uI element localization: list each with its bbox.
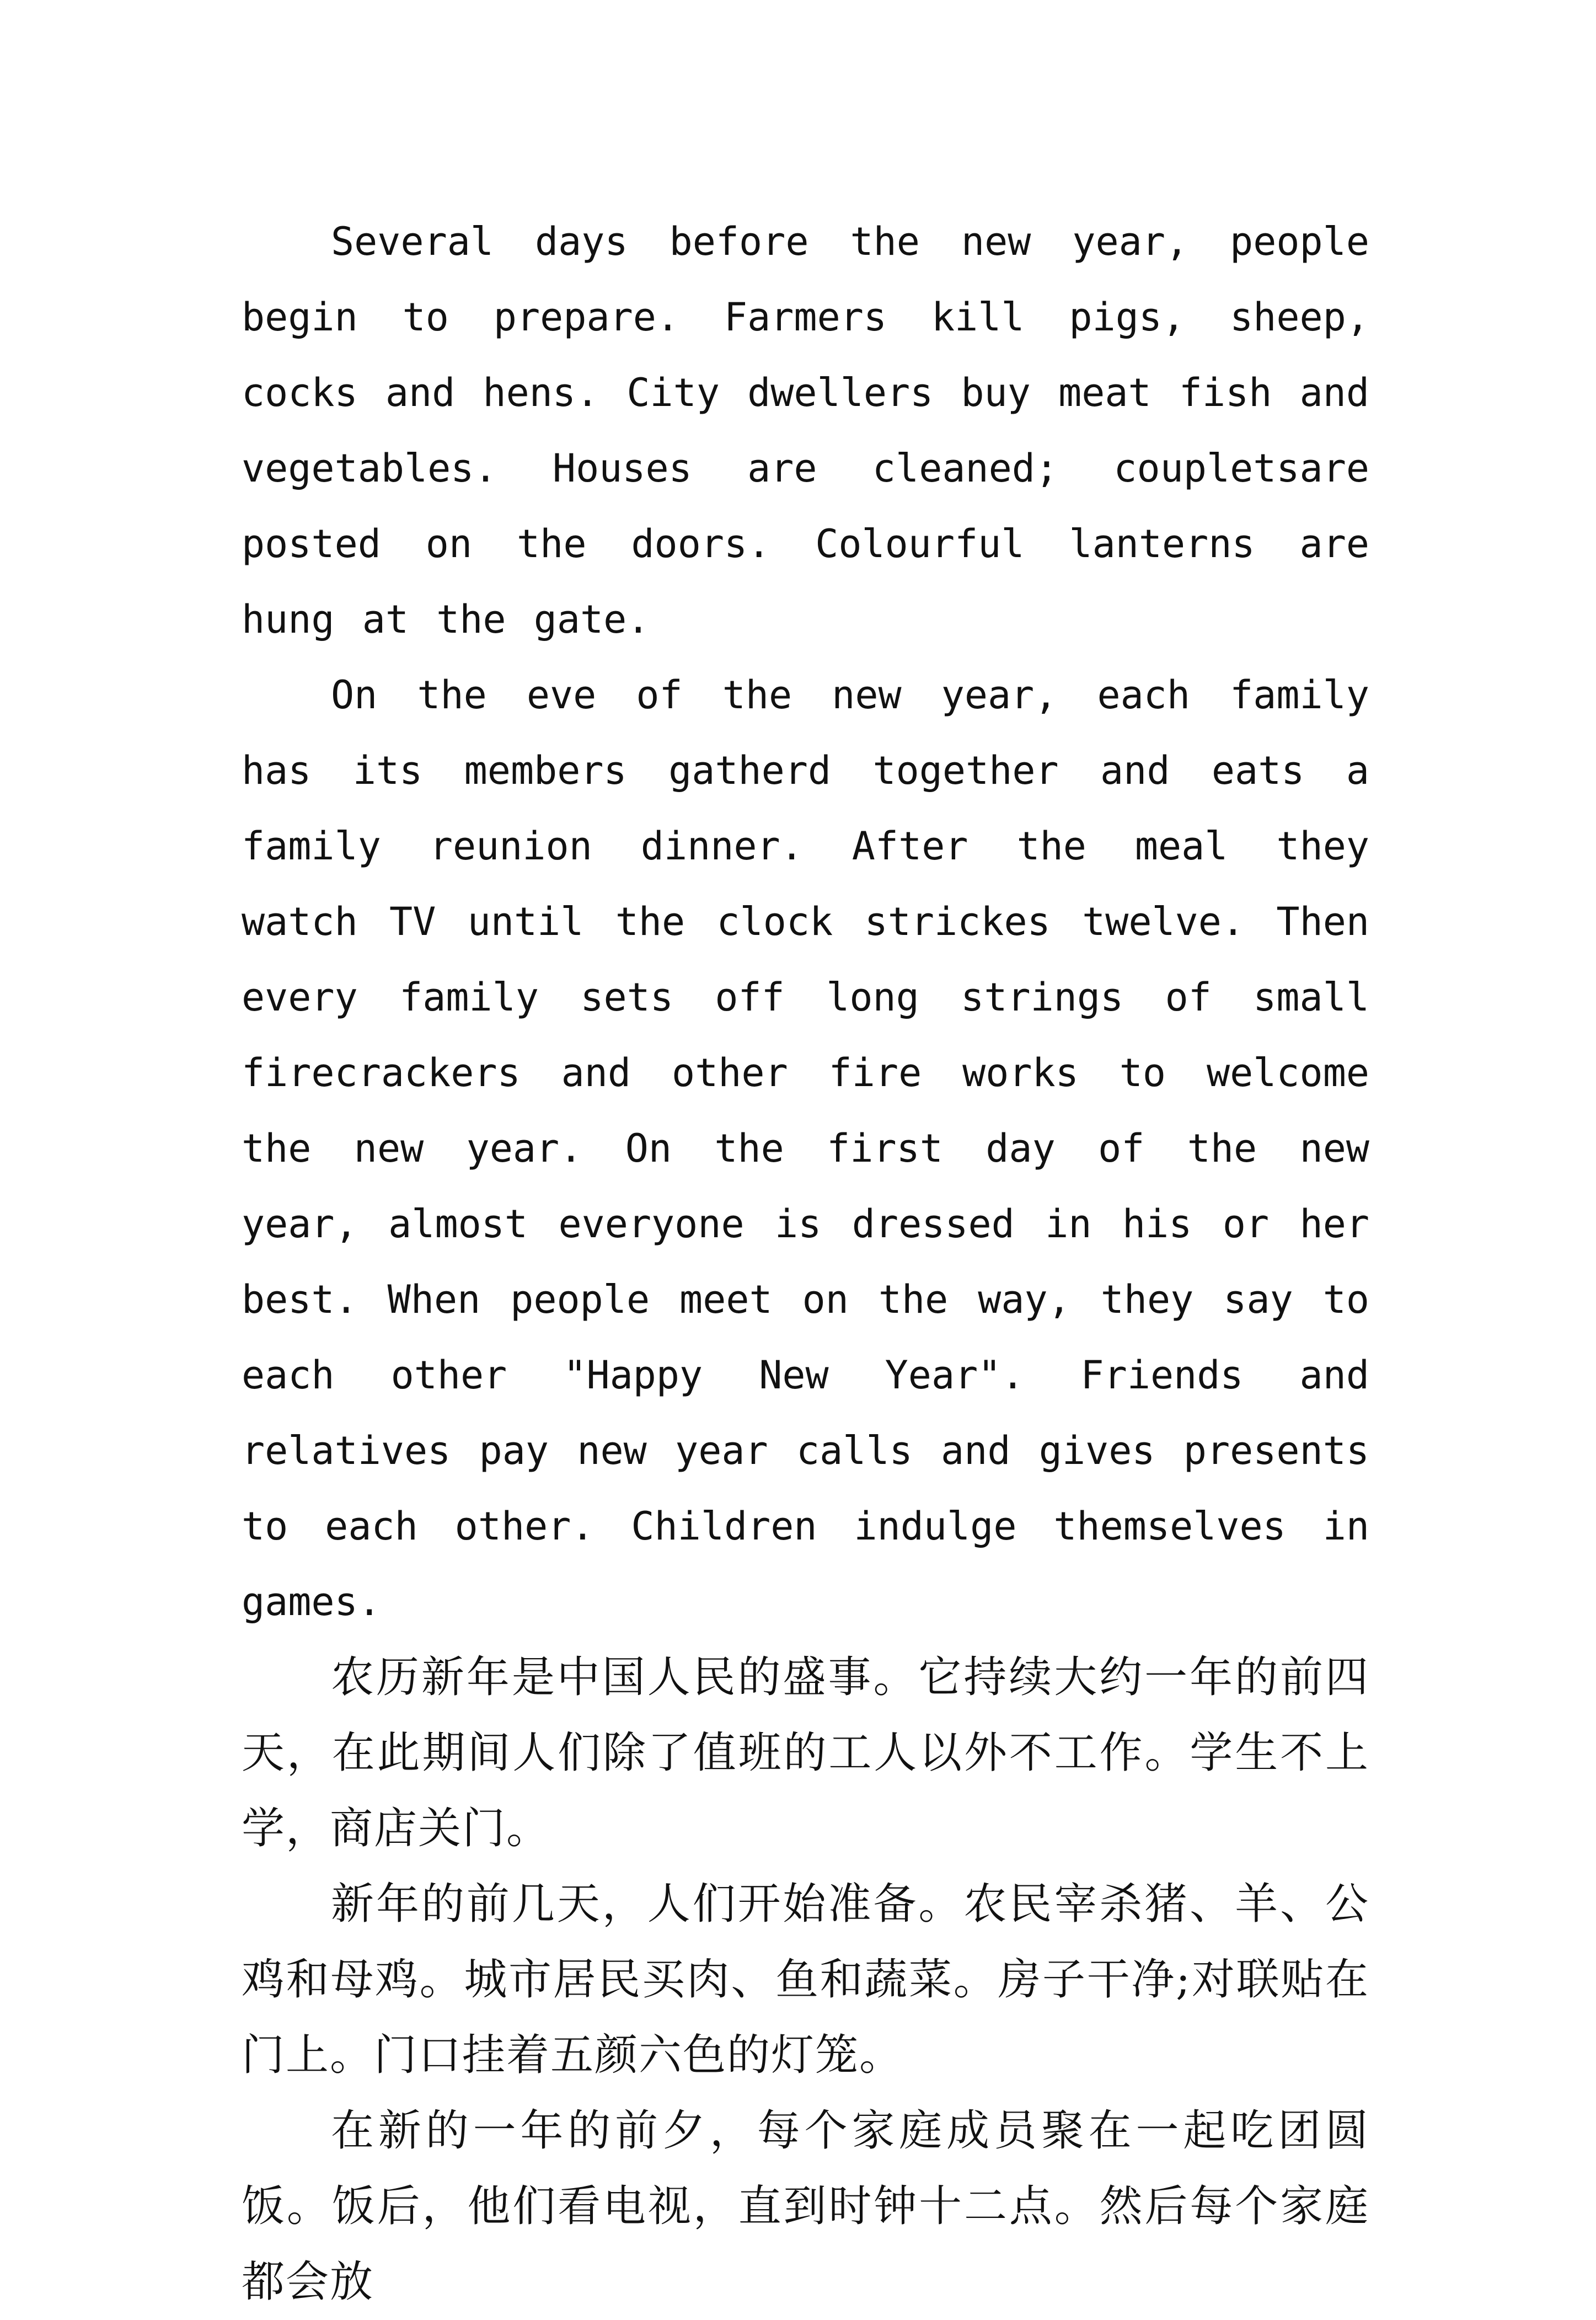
paragraph-preparation-zh: 新年的前几天，人们开始准备。农民宰杀猪、羊、公鸡和母鸡。城市居民买肉、鱼和蔬菜。房子干净;对联贴在门上。门口挂着五颜六色的灯笼。 (242, 1879, 1369, 2080)
paragraph-preparation-en: Several days before the new year, people begin to prepare. Farmers kill pigs, sheep, cocks and hens. City dwellers buy meat fish and vegetables. Houses are cleaned; coupletsare posted on the doors. Colourful lanterns are hung at the gate. (242, 219, 1369, 642)
document-body (242, 204, 1369, 2320)
paragraph-new-year-eve-zh: 在新的一年的前夕，每个家庭成员聚在一起吃团圆饭。饭后，他们看电视，直到时钟十二点。然后每个家庭都会放 (242, 2106, 1369, 2307)
paragraph-lunar-new-year-zh: 农历新年是中国人民的盛事。它持续大约一年的前四天，在此期间人们除了值班的工人以外不工作。学生不上学，商店关门。 (242, 1653, 1369, 1853)
paragraph-new-year-eve-en: On the eve of the new year, each family has its members gatherd together and eats a family reunion dinner. After the meal they watch TV until the clock strickes twelve. Then every family sets off long strings of small firecrackers and other fire works to welcome the new year. On the first day of the new year, almost everyone is dressed in his or her best. When people meet on the way, they say to each other "Happy New Year". Friends and relatives pay new year calls and gives presents to each other. Children indulge themselves in games. (242, 672, 1369, 1624)
